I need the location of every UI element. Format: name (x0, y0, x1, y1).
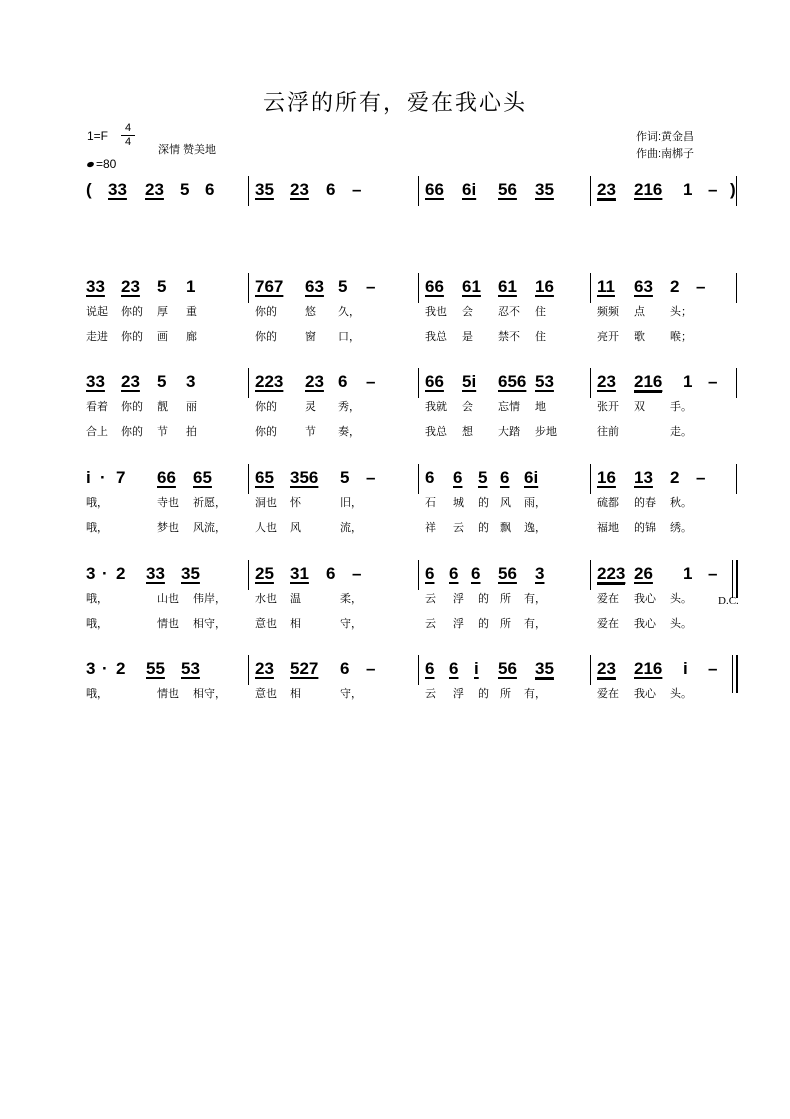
note: 66 (425, 277, 444, 296)
note: – (708, 372, 718, 391)
note: – (708, 180, 718, 199)
lyric-syllable: 我心 (634, 593, 656, 605)
note: 6 (338, 372, 348, 391)
lyric-syllable: 歌 (634, 331, 645, 343)
note: 35 (255, 180, 274, 199)
barline (418, 176, 419, 206)
note: · (102, 659, 108, 678)
note: 223 (597, 564, 626, 583)
lyric-syllable: 浮 (453, 618, 464, 630)
note: 35 (181, 564, 200, 583)
barline (736, 273, 737, 303)
note: 23 (121, 277, 140, 296)
lyric-syllable: 看着 (86, 401, 108, 413)
note: 16 (535, 277, 554, 296)
time-sig-bottom: 4 (121, 135, 135, 149)
barline (590, 368, 591, 398)
lyric-syllable: 喉； (670, 331, 692, 343)
note: 356 (290, 468, 319, 487)
lyric-syllable: 伟岸， (193, 593, 226, 605)
note: 13 (634, 468, 653, 487)
lyric-syllable: 的 (478, 688, 489, 700)
lyric-syllable: 廊 (186, 331, 197, 343)
lyric-syllable: 怀 (290, 497, 301, 509)
barline (248, 560, 249, 590)
lyric-syllable: 头。 (670, 618, 692, 630)
lyric-syllable: 相 (290, 688, 301, 700)
lyric-syllable: 洞也 (255, 497, 277, 509)
lyric-syllable: 温 (290, 593, 301, 605)
lyric-syllable: 走进 (86, 331, 108, 343)
lyric-syllable: 的 (478, 497, 489, 509)
lyric-syllable: 石 (425, 497, 436, 509)
lyric-syllable: 爱在 (597, 618, 619, 630)
lyric-syllable: 水也 (255, 593, 277, 605)
lyric-syllable: 哦， (86, 497, 108, 509)
note: 6 (340, 659, 350, 678)
lyric-syllable: 硫都 (597, 497, 619, 509)
note: 35 (535, 180, 554, 199)
note: 656 (498, 372, 527, 391)
note: 63 (634, 277, 653, 296)
lyric-syllable: 我心 (634, 618, 656, 630)
lyric-syllable: 的 (478, 618, 489, 630)
lyric-syllable: 手。 (670, 401, 692, 413)
note: 61 (498, 277, 517, 296)
lyric-syllable: 悠 (305, 306, 316, 318)
lyric-syllable: 头； (670, 306, 692, 318)
lyric-syllable: 点 (634, 306, 645, 318)
lyric-syllable: 久， (338, 306, 360, 318)
lyric-syllable: 靓 (157, 401, 168, 413)
lyric-syllable: 的 (478, 593, 489, 605)
lyric-syllable: 频频 (597, 306, 619, 318)
lyric-syllable: 节 (305, 426, 316, 438)
note: 216 (634, 659, 663, 678)
lyric-syllable: 窗 (305, 331, 316, 343)
lyric-syllable: 梦也 (157, 522, 179, 534)
note: – (366, 372, 376, 391)
note: 53 (535, 372, 554, 391)
note: 2 (116, 659, 126, 678)
lyric-syllable: 秋。 (670, 497, 692, 509)
lyric-syllable: 意也 (255, 688, 277, 700)
barline-thin (732, 655, 733, 693)
note: 6 (425, 564, 435, 583)
barline (590, 176, 591, 206)
note: 56 (498, 180, 517, 199)
lyric-syllable: 守， (340, 688, 362, 700)
tempo-value: =80 (96, 157, 117, 171)
barline (248, 273, 249, 303)
lyric-syllable: 风流， (193, 522, 226, 534)
lyric-syllable: 地 (535, 401, 546, 413)
lyric-syllable: 说起 (86, 306, 108, 318)
note: 23 (145, 180, 164, 199)
note: – (696, 277, 706, 296)
lyric-syllable: 相 (290, 618, 301, 630)
lyric-syllable: 画 (157, 331, 168, 343)
note: – (352, 564, 362, 583)
note: · (100, 468, 106, 487)
note: 55 (146, 659, 165, 678)
note: 53 (181, 659, 200, 678)
lyric-syllable: 城 (453, 497, 464, 509)
note: 56 (498, 659, 517, 678)
lyric-syllable: 你的 (255, 306, 277, 318)
barline (590, 655, 591, 685)
note: – (366, 468, 376, 487)
lyric-syllable: 风 (290, 522, 301, 534)
barline (590, 560, 591, 590)
note: – (352, 180, 362, 199)
lyric-syllable: 奏， (338, 426, 360, 438)
lyric-syllable: 头。 (670, 593, 692, 605)
lyric-syllable: 你的 (255, 331, 277, 343)
lyric-syllable: 雨， (524, 497, 546, 509)
note: 223 (255, 372, 284, 391)
lyric-syllable: 你的 (121, 426, 143, 438)
note: 23 (121, 372, 140, 391)
barline (418, 655, 419, 685)
lyric-syllable: 祥 (425, 522, 436, 534)
note: 6i (524, 468, 539, 487)
lyric-syllable: 我心 (634, 688, 656, 700)
lyric-syllable: 意也 (255, 618, 277, 630)
note: 56 (498, 564, 517, 583)
lyric-syllable: 飘 (500, 522, 511, 534)
note: 6 (500, 468, 510, 487)
lyric-syllable: 云 (425, 618, 436, 630)
note: 1 (683, 372, 693, 391)
lyric-syllable: 旧， (340, 497, 362, 509)
barline (736, 176, 737, 206)
lyric-syllable: 张开 (597, 401, 619, 413)
barline-thin (732, 560, 733, 598)
note: 216 (634, 180, 663, 199)
note: 65 (255, 468, 274, 487)
lyric-syllable: 哦， (86, 522, 108, 534)
lyric-syllable: 有， (524, 593, 546, 605)
note: 26 (634, 564, 653, 583)
lyric-syllable: 秀， (338, 401, 360, 413)
lyric-syllable: 相守， (193, 688, 226, 700)
note: ( (86, 180, 92, 199)
note: 33 (86, 372, 105, 391)
note: 5i (462, 372, 477, 391)
lyric-syllable: 云 (425, 688, 436, 700)
lyric-syllable: 流， (340, 522, 362, 534)
lyric-syllable: 云 (425, 593, 436, 605)
lyric-syllable: 是 (462, 331, 473, 343)
note: 1 (186, 277, 196, 296)
lyric-syllable: 守， (340, 618, 362, 630)
lyric-syllable: 住 (535, 306, 546, 318)
lyric-syllable: 情也 (157, 618, 179, 630)
note: 5 (340, 468, 350, 487)
note: i (474, 659, 479, 678)
note: 23 (255, 659, 274, 678)
lyric-syllable: 合上 (86, 426, 108, 438)
note: 66 (157, 468, 176, 487)
note: 63 (305, 277, 324, 296)
lyric-syllable: 你的 (255, 401, 277, 413)
note: 66 (425, 372, 444, 391)
barline (590, 273, 591, 303)
barline (248, 464, 249, 494)
note: – (696, 468, 706, 487)
note: 23 (290, 180, 309, 199)
key-signature: 1=F (87, 129, 109, 143)
lyric-syllable: 我总 (425, 426, 447, 438)
da-capo-mark: D.C. (718, 595, 739, 607)
barline (248, 368, 249, 398)
note: 6 (205, 180, 215, 199)
note: 2 (670, 277, 680, 296)
lyric-syllable: 逸， (524, 522, 546, 534)
lyric-syllable: 浮 (453, 593, 464, 605)
final-barline (736, 655, 738, 693)
lyric-syllable: 你的 (121, 401, 143, 413)
lyric-syllable: 忍不 (498, 306, 520, 318)
lyric-syllable: 住 (535, 331, 546, 343)
note: i (86, 468, 91, 487)
barline (418, 368, 419, 398)
note: 23 (305, 372, 324, 391)
lyric-syllable: 我总 (425, 331, 447, 343)
note: 1 (683, 564, 693, 583)
lyric-syllable: 所 (500, 593, 511, 605)
note: · (102, 564, 108, 583)
lyric-syllable: 口， (338, 331, 360, 343)
lyric-syllable: 走。 (670, 426, 692, 438)
lyric-syllable: 会 (462, 306, 473, 318)
note: 66 (425, 180, 444, 199)
note: 23 (597, 180, 616, 199)
note: 5 (478, 468, 488, 487)
lyricist-credit: 作词:黄金昌 (636, 131, 695, 143)
lyric-syllable: 想 (462, 426, 473, 438)
note: 216 (634, 372, 663, 391)
lyric-syllable: 我也 (425, 306, 447, 318)
note: 6 (449, 659, 459, 678)
time-signature (121, 122, 135, 149)
lyric-syllable: 大踏 (498, 426, 520, 438)
lyric-syllable: 相守， (193, 618, 226, 630)
lyric-syllable: 所 (500, 688, 511, 700)
note: 6 (453, 468, 463, 487)
note: 5 (157, 372, 167, 391)
lyric-syllable: 禁不 (498, 331, 520, 343)
note: 767 (255, 277, 284, 296)
note: 527 (290, 659, 319, 678)
lyric-syllable: 绣。 (670, 522, 692, 534)
note: 3 (86, 564, 96, 583)
lyric-syllable: 亮开 (597, 331, 619, 343)
lyric-syllable: 柔， (340, 593, 362, 605)
barline (248, 176, 249, 206)
lyric-syllable: 你的 (255, 426, 277, 438)
lyric-syllable: 丽 (186, 401, 197, 413)
note: 23 (597, 659, 616, 678)
barline (248, 655, 249, 685)
lyric-syllable: 灵 (305, 401, 316, 413)
note: 6i (462, 180, 477, 199)
note: 7 (116, 468, 126, 487)
note: 6 (326, 180, 336, 199)
lyric-syllable: 山也 (157, 593, 179, 605)
note: ) (730, 180, 736, 199)
lyric-syllable: 的春 (634, 497, 656, 509)
lyric-syllable: 祈愿， (193, 497, 226, 509)
note: 6 (471, 564, 481, 583)
note: – (708, 659, 718, 678)
lyric-syllable: 哦， (86, 618, 108, 630)
note: 5 (180, 180, 190, 199)
lyric-syllable: 重 (186, 306, 197, 318)
lyric-syllable: 的锦 (634, 522, 656, 534)
lyric-syllable: 浮 (453, 688, 464, 700)
note: i (683, 659, 688, 678)
final-barline (736, 560, 738, 598)
lyric-syllable: 风 (500, 497, 511, 509)
lyric-syllable: 寺也 (157, 497, 179, 509)
lyric-syllable: 步地 (535, 426, 557, 438)
lyric-syllable: 福地 (597, 522, 619, 534)
note: 2 (670, 468, 680, 487)
lyric-syllable: 双 (634, 401, 645, 413)
note: 33 (146, 564, 165, 583)
lyric-syllable: 云 (453, 522, 464, 534)
lyric-syllable: 你的 (121, 306, 143, 318)
note: 1 (683, 180, 693, 199)
lyric-syllable: 有， (524, 688, 546, 700)
note: 6 (425, 659, 435, 678)
note: 3 (86, 659, 96, 678)
lyric-syllable: 拍 (186, 426, 197, 438)
note: – (708, 564, 718, 583)
lyric-syllable: 厚 (157, 306, 168, 318)
note: 6 (425, 468, 435, 487)
lyric-syllable: 情也 (157, 688, 179, 700)
note: 65 (193, 468, 212, 487)
note: 25 (255, 564, 274, 583)
note: 35 (535, 659, 554, 678)
note: 11 (597, 277, 615, 296)
note: 33 (108, 180, 127, 199)
note: – (366, 277, 376, 296)
barline (736, 368, 737, 398)
barline (418, 560, 419, 590)
lyric-syllable: 会 (462, 401, 473, 413)
note: 31 (290, 564, 309, 583)
lyric-syllable: 往前 (597, 426, 619, 438)
lyric-syllable: 哦， (86, 593, 108, 605)
note: 23 (597, 372, 616, 391)
lyric-syllable: 所 (500, 618, 511, 630)
lyric-syllable: 你的 (121, 331, 143, 343)
note: 5 (157, 277, 167, 296)
lyric-syllable: 哦， (86, 688, 108, 700)
time-sig-top: 4 (124, 122, 132, 134)
lyric-syllable: 人也 (255, 522, 277, 534)
note: 2 (116, 564, 126, 583)
note: 5 (338, 277, 348, 296)
note: 16 (597, 468, 616, 487)
note: 3 (186, 372, 196, 391)
barline (590, 464, 591, 494)
barline (736, 464, 737, 494)
barline (418, 273, 419, 303)
tempo-mark (87, 157, 116, 171)
lyric-syllable: 有， (524, 618, 546, 630)
lyric-syllable: 忘情 (498, 401, 520, 413)
note: – (366, 659, 376, 678)
note: 6 (326, 564, 336, 583)
lyric-syllable: 爱在 (597, 688, 619, 700)
composer-credit: 作曲:南梆子 (636, 148, 695, 160)
note: 6 (449, 564, 459, 583)
note: 3 (535, 564, 545, 583)
lyric-syllable: 节 (157, 426, 168, 438)
lyric-syllable: 爱在 (597, 593, 619, 605)
note: 33 (86, 277, 105, 296)
note: 61 (462, 277, 481, 296)
lyric-syllable: 的 (478, 522, 489, 534)
lyric-syllable: 头。 (670, 688, 692, 700)
song-title: 云浮的所有，爱在我心头 (262, 90, 527, 115)
expression-mark: 深情 赞美地 (158, 144, 217, 156)
quarter-note-icon (86, 161, 94, 168)
barline (418, 464, 419, 494)
lyric-syllable: 我就 (425, 401, 447, 413)
